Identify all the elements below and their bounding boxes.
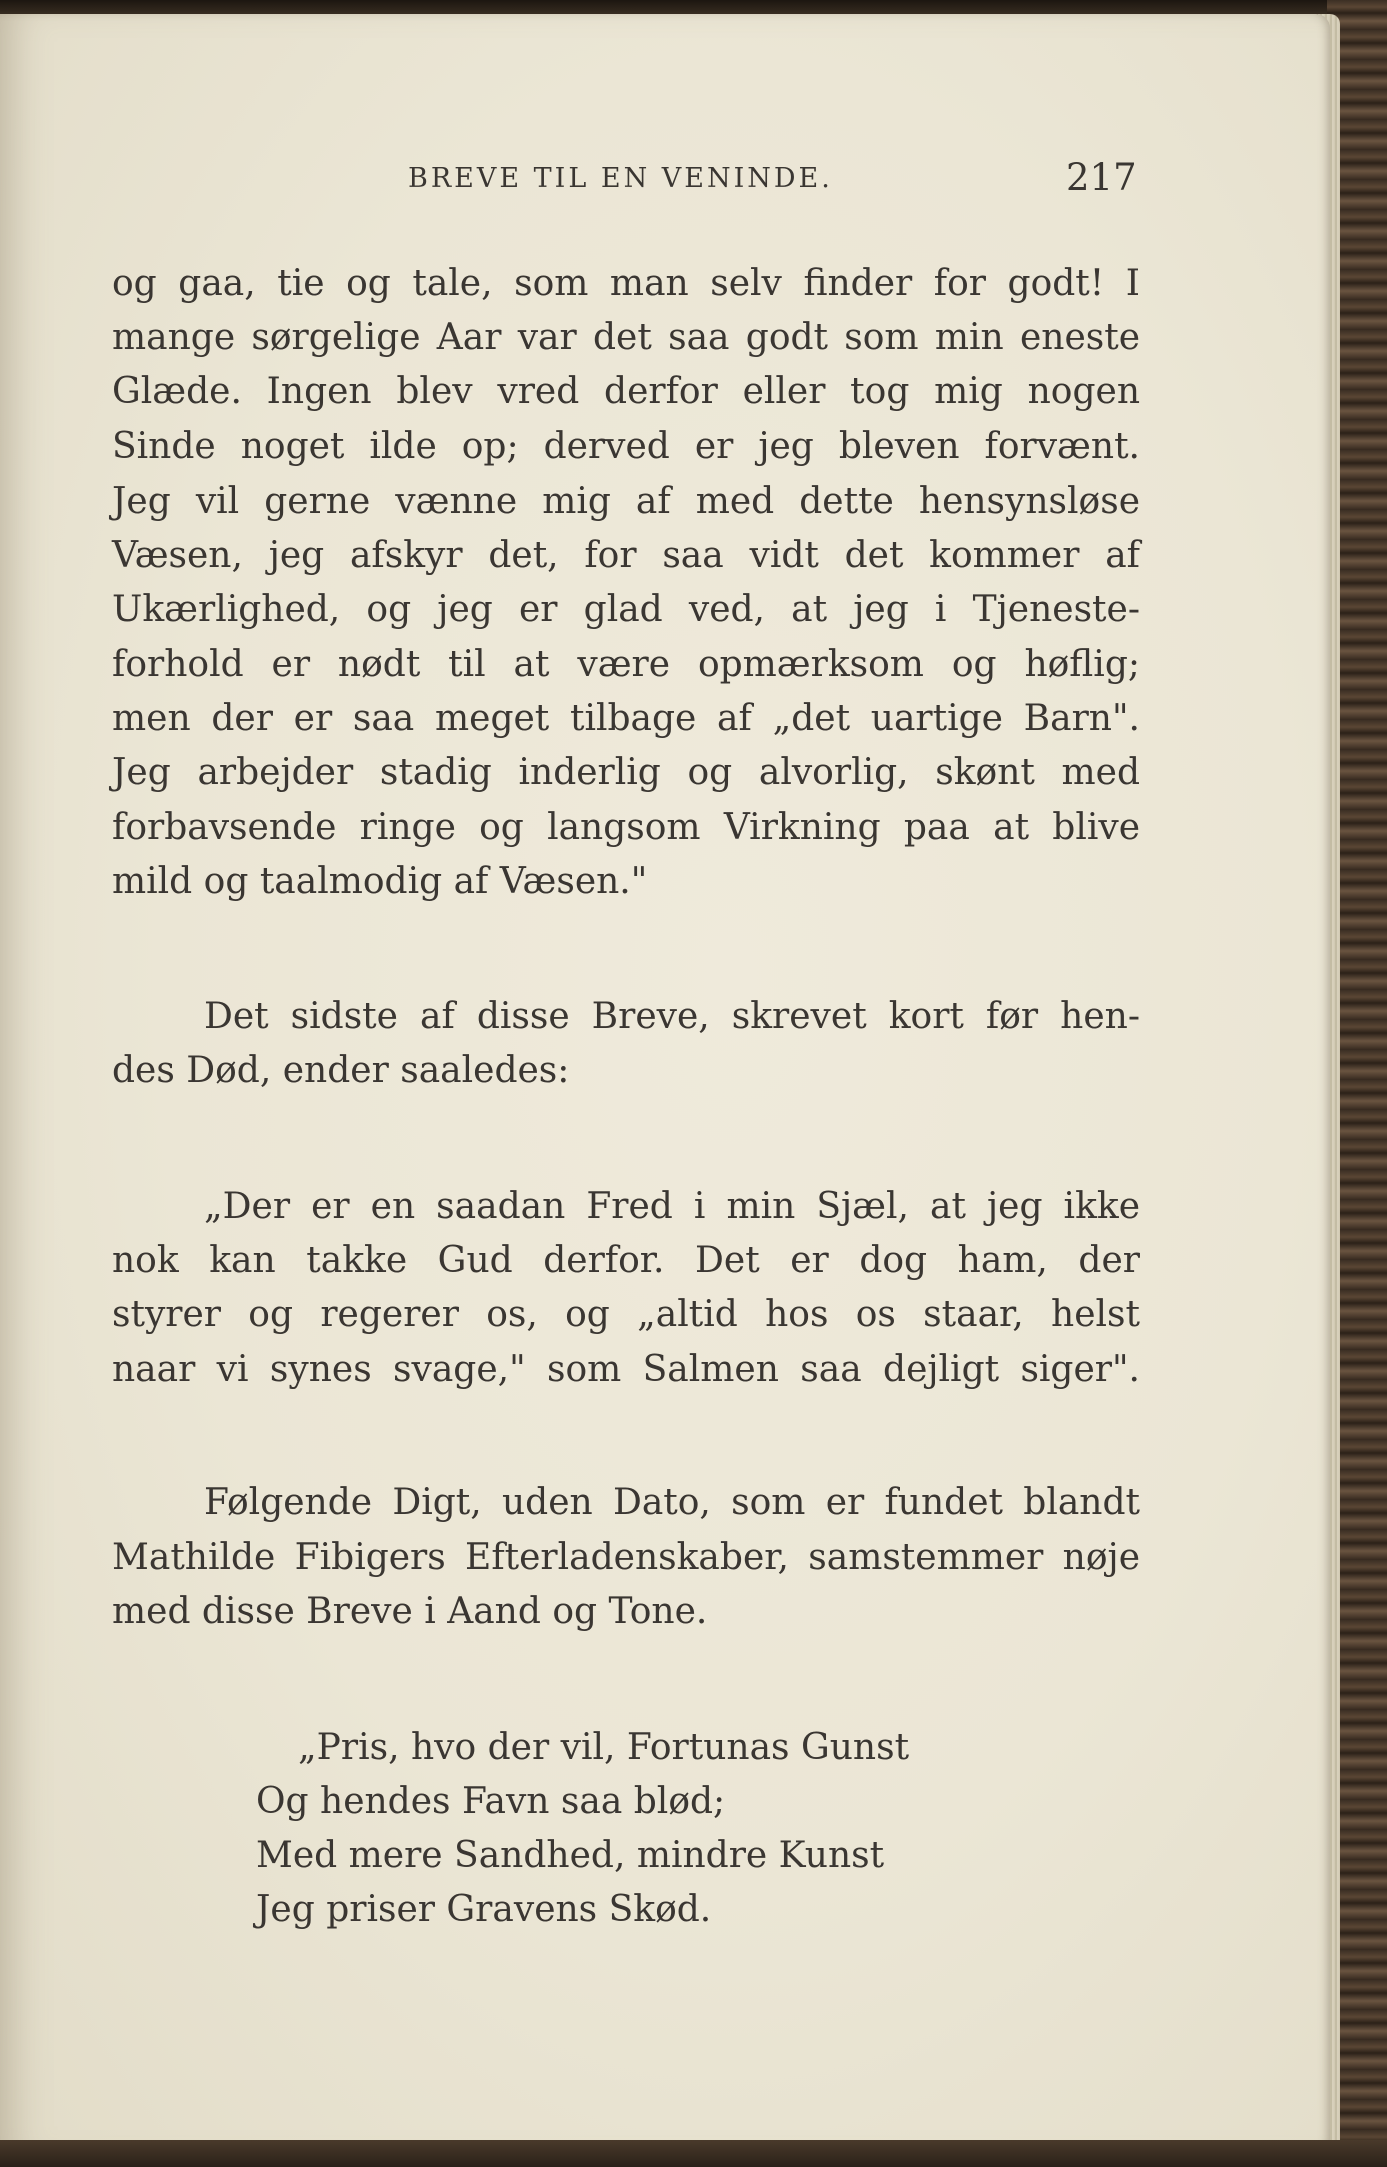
text-line: Jeg vil gerne vænne mig af med dette hensynsløse (112, 481, 1140, 522)
text-line: forbavsende ringe og langsom Virkning paa at blive (112, 807, 1140, 848)
text-line: men der er saa meget tilbage af „det uartige Barn". (112, 698, 1140, 739)
text-line: og gaa, tie og tale, som man selv finder for godt! I (112, 263, 1140, 304)
text-line: Det sidste af disse Breve, skrevet kort før hen- (204, 996, 1140, 1037)
poem-line: „Pris, hvo der vil, Fortunas Gunst (298, 1727, 910, 1768)
text-line: Sinde noget ilde op; derved er jeg bleven forvænt. (112, 426, 1140, 467)
text-line: mange sørgelige Aar var det saa godt som min eneste (112, 317, 1140, 358)
text-line: „Der er en saadan Fred i min Sjæl, at jeg ikke (204, 1186, 1140, 1227)
running-head: BREVE TIL EN VENINDE. (408, 163, 833, 194)
text-line: Mathilde Fibigers Efterladenskaber, samstemmer nøje (112, 1537, 1140, 1578)
text-line: Jeg arbejder stadig inderlig og alvorlig, skønt med (112, 752, 1140, 793)
book-cover-bottom-edge (0, 2140, 1387, 2167)
text-line: Glæde. Ingen blev vred derfor eller tog mig nogen (112, 371, 1140, 412)
poem-line: Jeg priser Gravens Skød. (256, 1889, 712, 1930)
text-line: med disse Breve i Aand og Tone. (112, 1591, 708, 1632)
text-line: nok kan takke Gud derfor. Det er dog ham, der (112, 1240, 1140, 1281)
poem-line: Og hendes Favn saa blød; (256, 1781, 726, 1822)
text-line: naar vi synes svage," som Salmen saa dejligt siger". (112, 1349, 1140, 1390)
text-line: des Død, ender saaledes: (112, 1050, 570, 1091)
text-line: Væsen, jeg afskyr det, for saa vidt det kommer af (112, 535, 1140, 576)
page-number: 217 (1066, 156, 1137, 199)
text-line: Ukærlighed, og jeg er glad ved, at jeg i Tjeneste- (112, 589, 1140, 630)
text-line: styrer og regerer os, og „altid hos os staar, helst (112, 1294, 1140, 1335)
text-line: mild og taalmodig af Væsen." (112, 861, 648, 902)
poem-line: Med mere Sandhed, mindre Kunst (256, 1835, 885, 1876)
text-line: Følgende Digt, uden Dato, som er fundet blandt (204, 1482, 1140, 1523)
text-line: forhold er nødt til at være opmærksom og høflig; (112, 644, 1140, 685)
